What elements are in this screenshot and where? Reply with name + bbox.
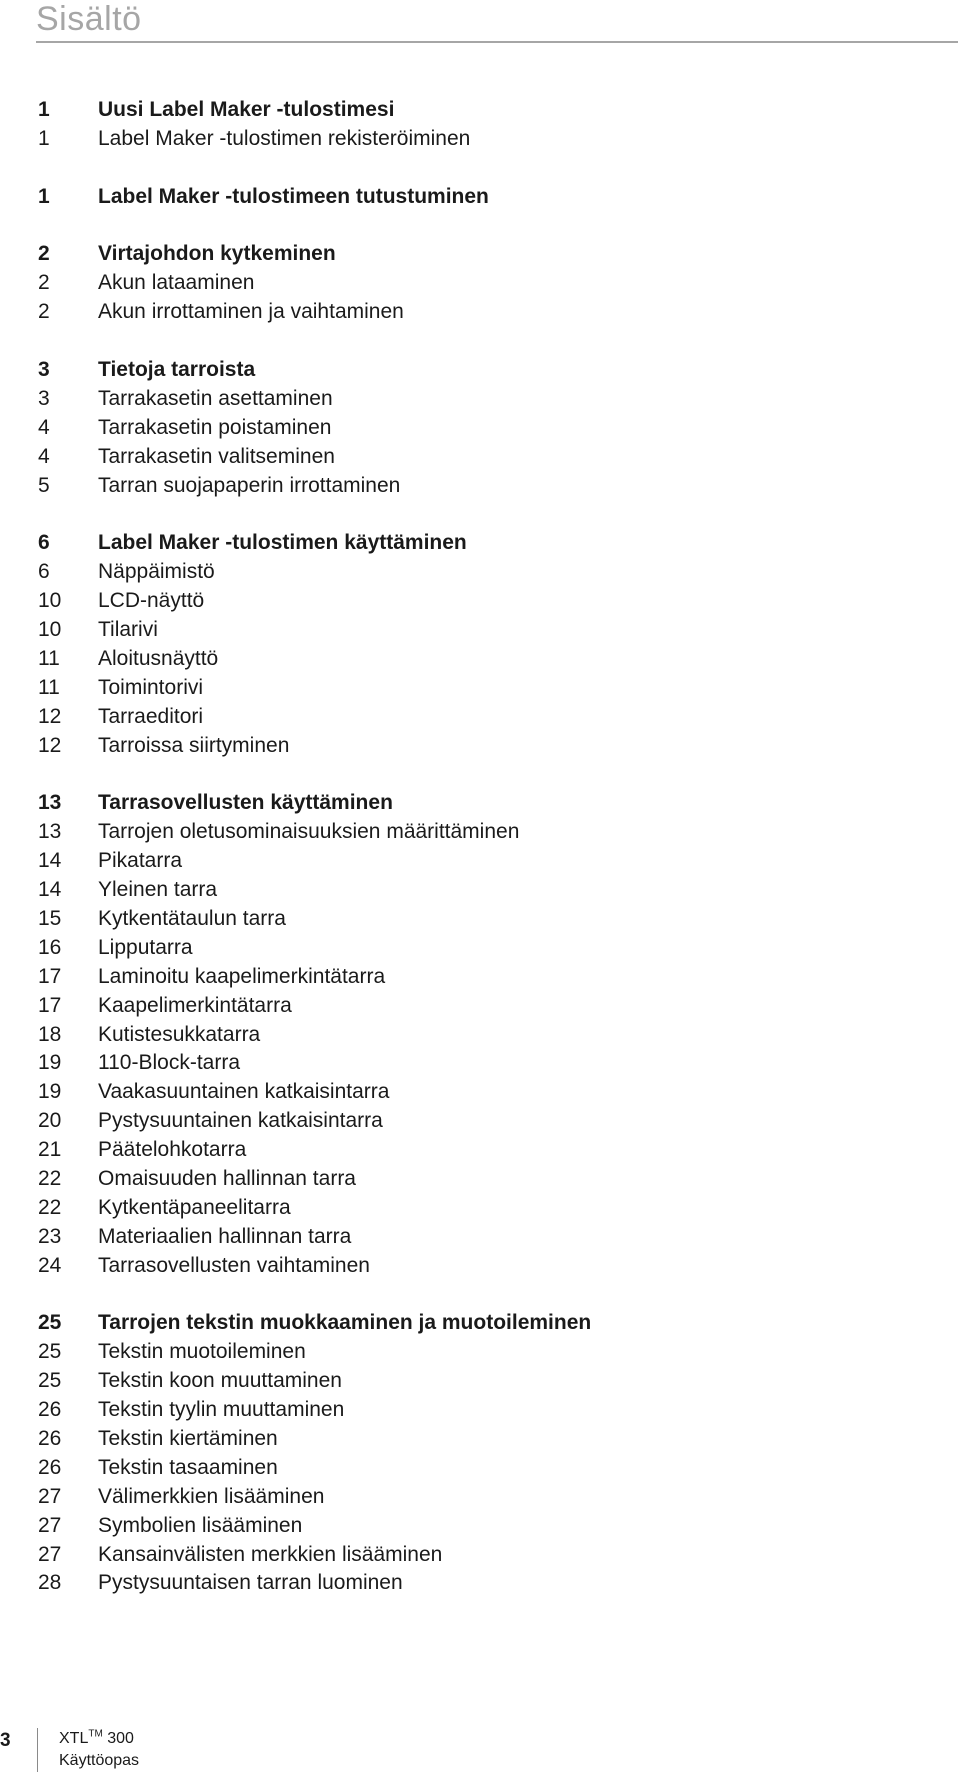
title-divider <box>36 41 958 43</box>
toc-page-number: 28 <box>38 1571 62 1595</box>
toc-entry-label: Päätelohkotarra <box>98 1138 247 1162</box>
toc-page-number: 17 <box>38 964 62 988</box>
toc-entry[interactable] <box>38 1223 938 1252</box>
toc-entry[interactable] <box>38 472 938 501</box>
toc-entry-label: Akun lataaminen <box>98 271 255 295</box>
toc-page-number: 19 <box>38 1080 62 1104</box>
toc-entry-label: Välimerkkien lisääminen <box>98 1484 325 1508</box>
toc-entry[interactable] <box>38 558 938 587</box>
toc-page-number: 3 <box>38 386 50 410</box>
toc-entry-label: Tekstin koon muuttaminen <box>98 1369 342 1393</box>
toc-entry[interactable] <box>38 1338 938 1367</box>
toc-entry[interactable] <box>38 847 938 876</box>
toc-entry-label: Uusi Label Maker -tulostimesi <box>98 98 395 121</box>
page-title: Sisältö <box>36 0 142 38</box>
toc-entry[interactable] <box>38 818 938 847</box>
toc-heading-entry[interactable] <box>38 240 938 269</box>
toc-entry[interactable] <box>38 1194 938 1223</box>
toc-entry-label: Vaakasuuntainen katkaisintarra <box>98 1080 390 1104</box>
toc-page-number: 18 <box>38 1022 62 1046</box>
toc-entry-label: Aloitusnäyttö <box>98 646 219 670</box>
toc-section <box>38 96 938 154</box>
toc-entry-label: Yleinen tarra <box>98 878 218 902</box>
toc-entry-label: Pystysuuntaisen tarran luominen <box>98 1571 403 1595</box>
toc-page-number: 14 <box>38 878 62 902</box>
toc-page-number: 14 <box>38 849 62 873</box>
toc-entry-label: Tarrakasetin poistaminen <box>98 415 332 439</box>
toc-page-number: 1 <box>38 98 50 121</box>
toc-entry[interactable] <box>38 905 938 934</box>
page-footer <box>0 1722 960 1774</box>
footer-page-number: 3 <box>0 1730 11 1751</box>
toc-page-number: 24 <box>38 1253 62 1277</box>
footer-product-model: 300 <box>107 1730 134 1747</box>
toc-entry[interactable] <box>38 587 938 616</box>
toc-entry-label: Tarrakasetin valitseminen <box>98 444 335 468</box>
toc-page-number: 26 <box>38 1455 62 1479</box>
toc-entry[interactable] <box>38 616 938 645</box>
toc-entry-label: Kansainvälisten merkkien lisääminen <box>98 1542 443 1566</box>
toc-page-number: 4 <box>38 444 50 468</box>
toc-entry[interactable] <box>38 963 938 992</box>
toc-page-number: 27 <box>38 1513 62 1537</box>
toc-entry-label: Akun irrottaminen ja vaihtaminen <box>98 300 404 324</box>
toc-entry[interactable] <box>38 1021 938 1050</box>
toc-page-number: 12 <box>38 733 62 757</box>
toc-entry-label: Pikatarra <box>98 849 183 873</box>
toc-page-number: 11 <box>38 646 60 670</box>
toc-page-number: 25 <box>38 1311 62 1335</box>
toc-entry[interactable] <box>38 645 938 674</box>
toc-page-number: 15 <box>38 906 62 930</box>
toc-entry[interactable] <box>38 1367 938 1396</box>
toc-page-number: 21 <box>38 1138 62 1162</box>
toc-heading-entry[interactable] <box>38 1309 938 1338</box>
toc-section <box>38 240 938 327</box>
toc-section <box>38 1309 938 1598</box>
toc-entry-label: Label Maker -tulostimen rekisteröiminen <box>98 126 471 150</box>
toc-entry[interactable] <box>38 1396 938 1425</box>
toc-entry-label: LCD-näyttö <box>98 589 205 613</box>
toc-page-number: 26 <box>38 1426 62 1450</box>
toc-page-number: 12 <box>38 704 62 728</box>
toc-heading-entry[interactable] <box>38 789 938 818</box>
toc-entry-label: Kutistesukkatarra <box>98 1022 261 1046</box>
toc-entry[interactable] <box>38 1107 938 1136</box>
toc-entry[interactable] <box>38 703 938 732</box>
toc-entry-label: Tarrasovellusten käyttäminen <box>98 791 393 815</box>
toc-entry-label: Omaisuuden hallinnan tarra <box>98 1166 356 1190</box>
toc-page-number: 6 <box>38 531 50 555</box>
toc-page-number: 17 <box>38 993 62 1017</box>
toc-entry[interactable] <box>38 1078 938 1107</box>
toc-entry-label: Tekstin kiertäminen <box>98 1426 278 1450</box>
toc-entry-label: Tarroissa siirtyminen <box>98 733 290 757</box>
toc-entry[interactable] <box>38 125 938 154</box>
toc-page-number: 1 <box>38 184 50 208</box>
toc-page-number: 6 <box>38 560 50 584</box>
toc-entry-label: Tekstin tasaaminen <box>98 1455 278 1479</box>
toc-page-number: 16 <box>38 935 62 959</box>
toc-entry-label: Tilarivi <box>98 618 158 642</box>
toc-entry[interactable] <box>38 1454 938 1483</box>
toc-page-number: 1 <box>38 126 50 150</box>
toc-page-number: 25 <box>38 1369 62 1393</box>
toc-entry[interactable] <box>38 732 938 761</box>
toc-entry-label: Kytkentätaulun tarra <box>98 906 286 930</box>
toc-page-number: 19 <box>38 1051 62 1075</box>
toc-entry-label: Virtajohdon kytkeminen <box>98 242 336 266</box>
toc-page-number: 2 <box>38 300 50 324</box>
toc-entry-label: Pystysuuntainen katkaisintarra <box>98 1109 383 1133</box>
toc-entry-label: Tarrasovellusten vaihtaminen <box>98 1253 370 1277</box>
toc-page-number: 10 <box>38 618 62 642</box>
toc-entry[interactable] <box>38 1541 938 1570</box>
toc-entry-label: Tarrakasetin asettaminen <box>98 386 333 410</box>
toc-page-number: 13 <box>38 791 62 815</box>
toc-page-number: 27 <box>38 1542 62 1566</box>
footer-divider <box>37 1728 38 1772</box>
toc-page-number: 5 <box>38 473 50 497</box>
toc-page-number: 26 <box>38 1398 62 1422</box>
toc-heading-entry[interactable] <box>38 356 938 385</box>
toc-entry-label: Kytkentäpaneelitarra <box>98 1195 291 1219</box>
table-of-contents <box>38 96 938 1627</box>
toc-section <box>38 356 938 500</box>
toc-entry-label: Tarran suojapaperin irrottaminen <box>98 473 401 497</box>
toc-entry[interactable] <box>38 414 938 443</box>
toc-page-number: 25 <box>38 1340 62 1364</box>
toc-entry[interactable] <box>38 443 938 472</box>
toc-page-number: 27 <box>38 1484 62 1508</box>
toc-entry[interactable] <box>38 876 938 905</box>
toc-section <box>38 183 938 212</box>
footer-manual-name: Käyttöopas <box>59 1752 140 1769</box>
toc-entry-label: Tietoja tarroista <box>98 358 256 382</box>
toc-section <box>38 529 938 760</box>
toc-entry[interactable] <box>38 1252 938 1281</box>
toc-entry-label: Tarrojen tekstin muokkaaminen ja muotoileminen <box>98 1311 592 1335</box>
toc-page-number: 10 <box>38 589 62 613</box>
footer-trademark: TM <box>88 1728 103 1740</box>
toc-entry-label: Tekstin muotoileminen <box>98 1340 306 1364</box>
toc-entry-label: 110-Block-tarra <box>98 1051 240 1075</box>
toc-entry-label: Toimintorivi <box>98 675 204 699</box>
toc-page-number: 2 <box>38 242 50 266</box>
toc-page-number: 23 <box>38 1224 62 1248</box>
toc-entry-label: Laminoitu kaapelimerkintätarra <box>98 964 386 988</box>
toc-page-number: 13 <box>38 820 62 844</box>
toc-entry-label: Materiaalien hallinnan tarra <box>98 1224 352 1248</box>
toc-page-number: 3 <box>38 358 50 382</box>
toc-entry[interactable] <box>38 1049 938 1078</box>
toc-entry-label: Tekstin tyylin muuttaminen <box>98 1398 345 1422</box>
toc-page-number: 11 <box>38 675 60 699</box>
toc-entry-label: Lipputarra <box>98 935 193 959</box>
toc-page-number: 2 <box>38 271 50 295</box>
toc-entry[interactable] <box>38 934 938 963</box>
toc-entry-label: Tarraeditori <box>98 704 204 728</box>
toc-entry[interactable] <box>38 1136 938 1165</box>
toc-entry-label: Kaapelimerkintätarra <box>98 993 292 1017</box>
footer-product-name <box>59 1728 134 1750</box>
toc-entry[interactable] <box>38 298 938 327</box>
toc-entry[interactable] <box>38 1569 938 1598</box>
toc-entry[interactable] <box>38 992 938 1021</box>
toc-section <box>38 789 938 1280</box>
footer-product-brand: XTL <box>59 1730 89 1747</box>
toc-heading-entry[interactable] <box>38 96 938 125</box>
toc-entry[interactable] <box>38 1425 938 1454</box>
toc-entry[interactable] <box>38 1165 938 1194</box>
toc-heading-entry[interactable] <box>38 529 938 558</box>
toc-entry-label: Label Maker -tulostimeen tutustuminen <box>98 184 489 208</box>
toc-entry[interactable] <box>38 1512 938 1541</box>
toc-page-number: 20 <box>38 1109 62 1133</box>
toc-page-number: 22 <box>38 1166 62 1190</box>
toc-entry-label: Näppäimistö <box>98 560 215 584</box>
toc-entry[interactable] <box>38 269 938 298</box>
toc-entry[interactable] <box>38 674 938 703</box>
toc-heading-entry[interactable] <box>38 183 938 212</box>
toc-entry[interactable] <box>38 385 938 414</box>
toc-page-number: 4 <box>38 415 50 439</box>
toc-entry-label: Symbolien lisääminen <box>98 1513 303 1537</box>
toc-page-number: 22 <box>38 1195 62 1219</box>
toc-entry-label: Tarrojen oletusominaisuuksien määrittäminen <box>98 820 520 844</box>
toc-entry[interactable] <box>38 1483 938 1512</box>
toc-entry-label: Label Maker -tulostimen käyttäminen <box>98 531 467 555</box>
